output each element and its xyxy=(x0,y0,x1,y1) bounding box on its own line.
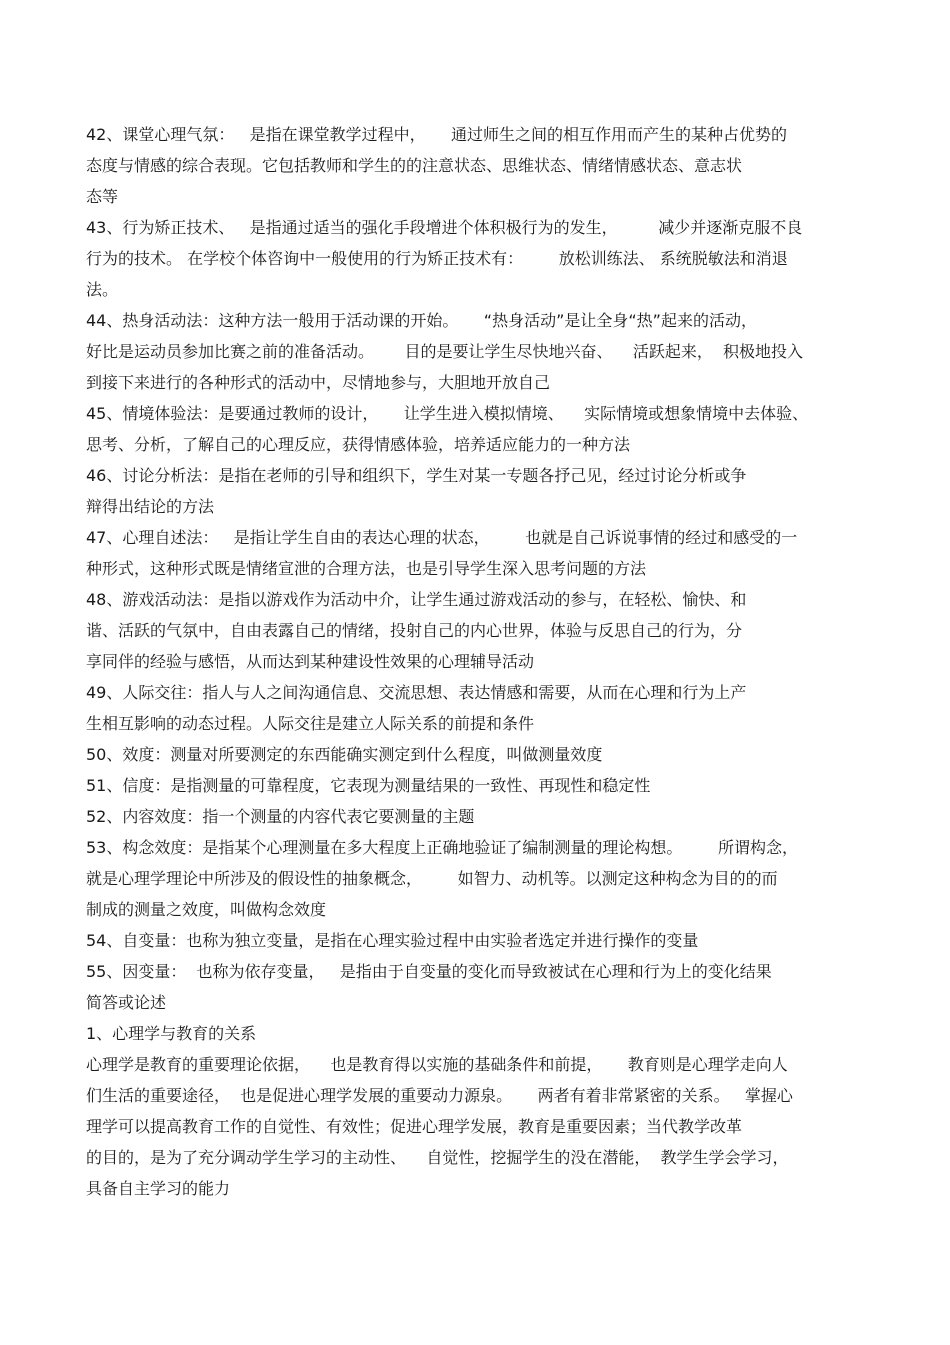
text-line: 行为的技术。 在学校个体咨询中一般使用的行为矫正技术有： 放松训练法、 系统脱敏法和消退 xyxy=(86,249,788,268)
text-line: 生相互影响的动态过程。人际交往是建立人际关系的前提和条件 xyxy=(86,714,535,733)
text-line: 思考、分析，了解自己的心理反应，获得情感体验，培养适应能力的一种方法 xyxy=(86,435,631,454)
text-line: 具备自主学习的能力 xyxy=(86,1179,231,1198)
text-line: 态度与情感的综合表现。它包括教师和学生的的注意状态、思维状态、情绪情感状态、意志状 xyxy=(86,156,743,175)
text-line: 54、自变量：也称为独立变量，是指在心理实验过程中由实验者选定并进行操作的变量 xyxy=(86,931,699,950)
text-line: 42、课堂心理气氛： 是指在课堂教学过程中， 通过师生之间的相互作用而产生的某种占优势的 xyxy=(86,125,788,144)
text-line: 制成的测量之效度，叫做构念效度 xyxy=(86,900,327,919)
text-line: 就是心理学理论中所涉及的假设性的抽象概念， 如智力、动机等。以测定这种构念为目的的而 xyxy=(86,869,778,888)
text-line: 享同伴的经验与感悟，从而达到某种建设性效果的心理辅导活动 xyxy=(86,652,535,671)
text-line: 48、游戏活动法：是指以游戏作为活动中介，让学生通过游戏活动的参与，在轻松、愉快、和 xyxy=(86,590,747,609)
question-heading: 1、心理学与教育的关系 xyxy=(86,1024,257,1043)
text-line: 理学可以提高教育工作的自觉性、有效性；促进心理学发展，教育是重要因素；当代教学改革 xyxy=(86,1117,743,1136)
text-line: 50、效度：测量对所要测定的东西能确实测定到什么程度，叫做测量效度 xyxy=(86,745,603,764)
text-line: 45、情境体验法：是要通过教师的设计， 让学生进入模拟情境、 实际情境或想象情境中去体验、 xyxy=(86,404,809,423)
text-line: 55、因变量： 也称为依存变量， 是指由于自变量的变化而导致被试在心理和行为上的变化结果 xyxy=(86,962,772,981)
text-line: 52、内容效度：指一个测量的内容代表它要测量的主题 xyxy=(86,807,475,826)
section-heading: 简答或论述 xyxy=(86,993,167,1012)
text-line: 到接下来进行的各种形式的活动中，尽情地参与，大胆地开放自己 xyxy=(86,373,551,392)
text-line: 43、行为矫正技术、 是指通过适当的强化手段增进个体积极行为的发生， 减少并逐渐克服不良 xyxy=(86,218,803,237)
text-line: 的目的，是为了充分调动学生学习的主动性、 自觉性，挖掘学生的没在潜能， 教学生学会学习， xyxy=(86,1148,789,1167)
text-line: 法。 xyxy=(86,280,119,299)
text-line: 辩得出结论的方法 xyxy=(86,497,215,516)
text-line: 好比是运动员参加比赛之前的准备活动。 目的是要让学生尽快地兴奋、 活跃起来， 积极地投入 xyxy=(86,342,804,361)
text-line: 态等 xyxy=(86,187,119,206)
text-line: 47、心理自述法： 是指让学生自由的表达心理的状态， 也就是自己诉说事情的经过和感受的一 xyxy=(86,528,798,547)
text-line: 心理学是教育的重要理论依据， 也是教育得以实施的基础条件和前提， 教育则是心理学走向人 xyxy=(86,1055,788,1074)
text-line: 44、热身活动法：这种方法一般用于活动课的开始。 “热身活动”是让全身“热”起来的活动， xyxy=(86,311,757,330)
text-line: 49、人际交往：指人与人之间沟通信息、交流思想、表达情感和需要，从而在心理和行为上产 xyxy=(86,683,747,702)
document-body xyxy=(86,119,876,1204)
text-line: 谐、活跃的气氛中，自由表露自己的情绪，投射自己的内心世界，体验与反思自己的行为，分 xyxy=(86,621,743,640)
text-line: 46、讨论分析法：是指在老师的引导和组织下，学生对某一专题各抒己见，经过讨论分析或争 xyxy=(86,466,747,485)
text-line: 53、构念效度：是指某个心理测量在多大程度上正确地验证了编制测量的理论构想。 所谓构念， xyxy=(86,838,798,857)
text-line: 种形式，这种形式既是情绪宣泄的合理方法，也是引导学生深入思考问题的方法 xyxy=(86,559,647,578)
text-line: 51、信度：是指测量的可靠程度，它表现为测量结果的一致性、再现性和稳定性 xyxy=(86,776,651,795)
text-line: 们生活的重要途径， 也是促进心理学发展的重要动力源泉。 两者有着非常紧密的关系。 掌握心 xyxy=(86,1086,793,1105)
